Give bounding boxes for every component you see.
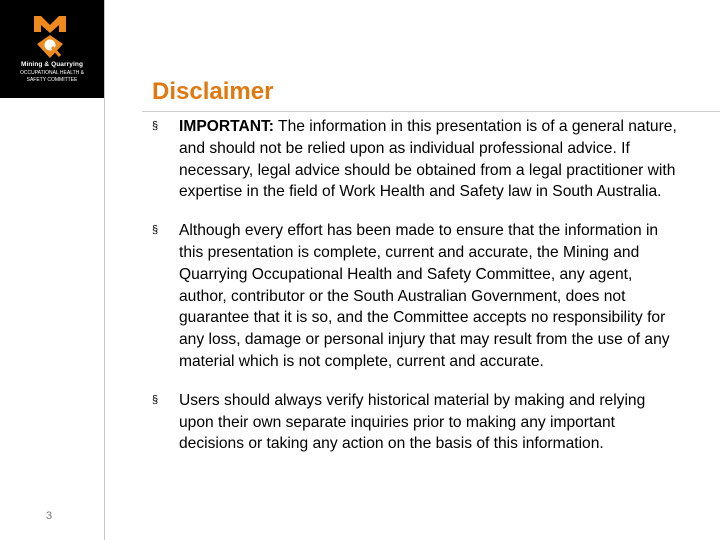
slide-number: 3 [46,510,53,522]
bullet-marker: § [152,120,159,132]
slide-title: Disclaimer [152,78,274,105]
mq-logo-mark [32,14,68,60]
logo-subtitle-2: SAFETY COMMITTEE [26,77,78,83]
list-item [152,116,682,203]
logo-subtitle-1: OCCUPATIONAL HEALTH & [20,70,84,76]
bullet-text: The information in this presentation is of a general nature, and should not be relied upon as individual professional advice. If necessary, legal advice should be obtained from a legal practitioner with expertise in the field of Work Health and Safety law in South Australia. [179,118,677,201]
logo-title: Mining & Quarrying [20,61,84,68]
title-divider [142,111,720,112]
bullet-text: Users should always verify historical material by making and relying upon their own separate inquiries prior to making any important decisions or taking any action on the basis of this information. [179,391,646,453]
logo [12,10,92,90]
bullet-lead: IMPORTANT: [179,118,274,135]
bullet-text: Although every effort has been made to ensure that the information in this presentation is complete, current and accurate, the Mining and Quarrying Occupational Health and Safety Committee, any agent, author, contributor or the South Australian Government, does not guarantee that it is so, and the Committee accepts no responsibility for any loss, damage or personal injury that may result from the use of any material which is not complete, current and accurate. [179,222,670,370]
bullet-marker: § [152,224,159,237]
sidebar-divider [104,0,105,540]
sidebar [0,0,104,540]
logo-panel [0,0,104,98]
list-item [152,390,682,455]
list-item [152,220,682,373]
bullet-marker: § [152,393,159,406]
bullet-list [152,116,682,472]
